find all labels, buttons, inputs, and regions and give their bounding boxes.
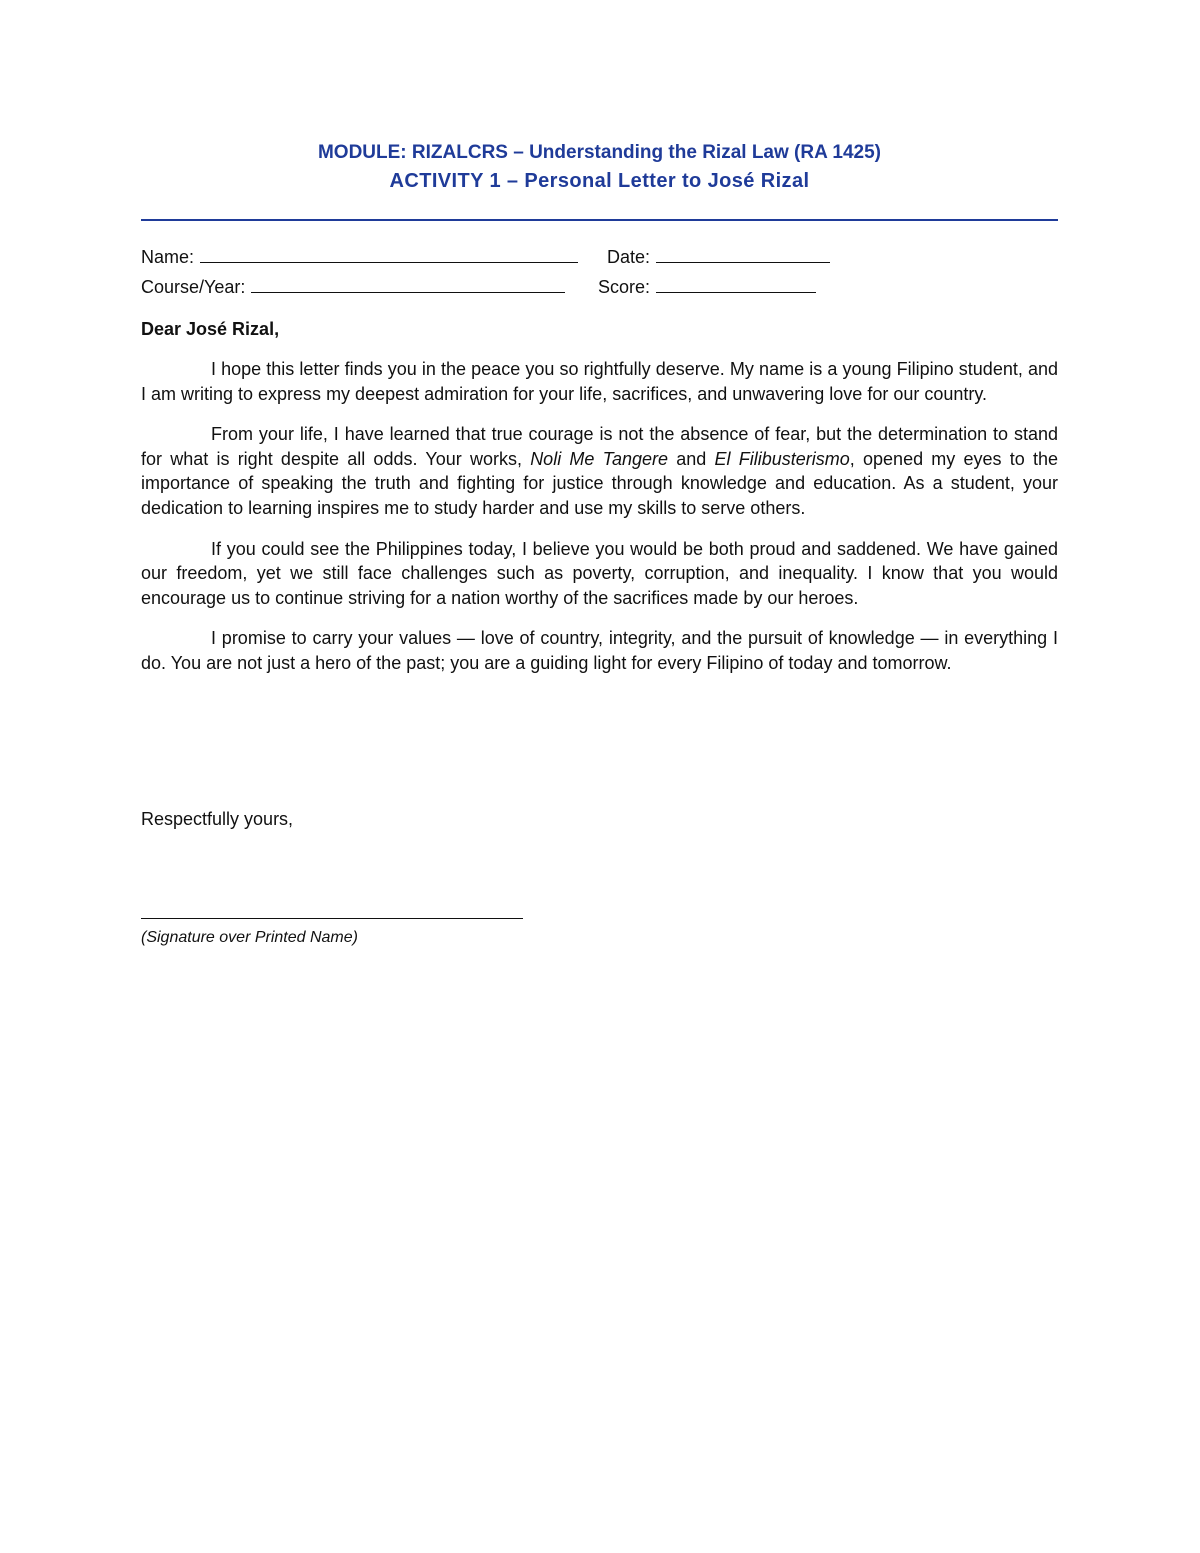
activity-title: ACTIVITY 1 – Personal Letter to José Rizal <box>389 170 810 192</box>
field-row-course-score <box>141 272 1058 302</box>
book-title-noli: Noli Me Tangere <box>530 448 669 469</box>
paragraph-2-part-1: From your life, I have learned that true courage is not the absence of fear, but the determination to stand for what is right despite all odds. Your works, <box>141 424 1058 469</box>
date-blank[interactable] <box>656 246 830 263</box>
course-label: Course/Year: <box>141 277 246 297</box>
paragraph-2-part-2: , opened my eyes to the importance of speaking the truth and fighting for justice through knowledge and education. As a student, your dedication to learning inspires me to study harder and use my skills to serve others. <box>141 448 1059 518</box>
letter-closing: Respectfully yours, <box>141 809 294 829</box>
course-blank[interactable] <box>251 276 565 293</box>
letter-body <box>141 357 1058 692</box>
paragraph-3: If you could see the Philippines today, I believe you would be both proud and saddened. We have gained our freedom, yet we still face challenges such as poverty, corruption, and inequality. I know that you would encourage us to continue striving for a nation worthy of the sacrifices made by our heroes. <box>141 538 1058 608</box>
paragraph-2-and: and <box>668 448 715 469</box>
document-header <box>141 140 1058 196</box>
paragraph-2 <box>141 422 1058 520</box>
book-title-fili: El Filibusterismo <box>714 448 850 469</box>
name-blank[interactable] <box>200 246 578 263</box>
signature-caption: (Signature over Printed Name) <box>141 929 358 946</box>
score-blank[interactable] <box>656 276 816 293</box>
course-field <box>141 272 565 302</box>
letter-greeting: Dear José Rizal, <box>141 319 280 339</box>
signature-line[interactable] <box>141 918 523 919</box>
document-page <box>141 0 1058 1553</box>
score-label: Score: <box>598 277 651 297</box>
score-field <box>598 272 816 302</box>
date-field <box>607 242 830 272</box>
paragraph-4: I promise to carry your values — love of country, integrity, and the pursuit of knowledge — in everything I do. You are not just a hero of the past; you are a guiding light for every Filipino of today and tomorrow. <box>141 628 1058 673</box>
module-title: MODULE: RIZALCRS – Understanding the Rizal Law (RA 1425) <box>317 142 881 163</box>
name-label: Name: <box>141 247 195 267</box>
info-fields <box>141 242 1058 302</box>
date-label: Date: <box>607 247 651 267</box>
paragraph-1: I hope this letter finds you in the peace you so rightfully deserve. My name is a young Filipino student, and I am writing to express my deepest admiration for your life, sacrifices, and unwavering love for our country. <box>141 359 1058 404</box>
field-row-name-date <box>141 242 1058 272</box>
header-divider <box>141 219 1058 221</box>
name-field <box>141 242 578 272</box>
